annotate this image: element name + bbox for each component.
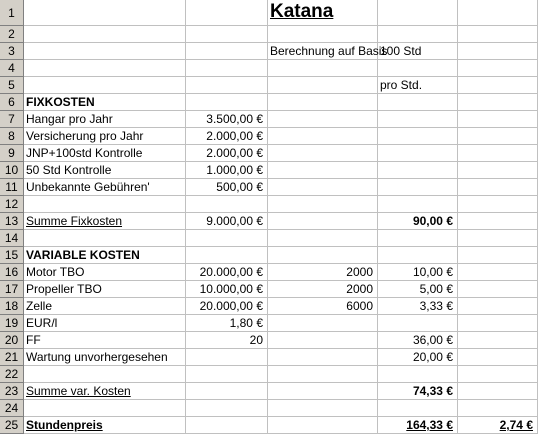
empty-cell[interactable] bbox=[186, 43, 268, 60]
var-item-per-hour[interactable]: 5,00 € bbox=[378, 281, 458, 298]
empty-cell[interactable] bbox=[458, 77, 538, 94]
empty-cell[interactable] bbox=[268, 247, 378, 264]
empty-cell[interactable] bbox=[186, 94, 268, 111]
empty-cell[interactable] bbox=[268, 213, 378, 230]
stundenpreis-value[interactable]: 164,33 € bbox=[378, 417, 458, 434]
sheet-row bbox=[0, 26, 539, 43]
empty-cell[interactable] bbox=[458, 26, 538, 43]
empty-cell[interactable] bbox=[268, 162, 378, 179]
var-item-label[interactable]: EUR/l bbox=[24, 315, 186, 332]
empty-cell[interactable] bbox=[458, 315, 538, 332]
empty-cell[interactable] bbox=[186, 196, 268, 213]
empty-cell[interactable] bbox=[378, 179, 458, 196]
empty-cell[interactable] bbox=[378, 111, 458, 128]
empty-cell[interactable] bbox=[186, 366, 268, 383]
sheet-row bbox=[0, 94, 539, 111]
sheet-row bbox=[0, 111, 539, 128]
sheet-row bbox=[0, 77, 539, 94]
empty-cell[interactable] bbox=[268, 383, 378, 400]
empty-cell[interactable] bbox=[186, 230, 268, 247]
empty-cell[interactable] bbox=[458, 247, 538, 264]
var-item-label[interactable]: Wartung unvorhergesehen bbox=[24, 349, 186, 366]
empty-cell[interactable] bbox=[458, 111, 538, 128]
fix-item-label[interactable]: 50 Std Kontrolle bbox=[24, 162, 186, 179]
row-header[interactable]: 21 bbox=[0, 349, 24, 366]
empty-cell[interactable] bbox=[458, 230, 538, 247]
sheet-row bbox=[0, 264, 539, 281]
fix-item-value[interactable]: 500,00 € bbox=[186, 179, 268, 196]
sheet-row bbox=[0, 400, 539, 417]
fix-sum-label[interactable]: Summe Fixkosten bbox=[24, 213, 186, 230]
empty-cell[interactable] bbox=[458, 281, 538, 298]
empty-cell[interactable] bbox=[458, 298, 538, 315]
var-item-per-hour[interactable]: 36,00 € bbox=[378, 332, 458, 349]
empty-cell[interactable] bbox=[268, 196, 378, 213]
empty-cell[interactable] bbox=[378, 162, 458, 179]
empty-cell[interactable] bbox=[24, 26, 186, 43]
empty-cell[interactable] bbox=[268, 179, 378, 196]
row-header[interactable]: 17 bbox=[0, 281, 24, 298]
var-item-label[interactable]: Motor TBO bbox=[24, 264, 186, 281]
empty-cell[interactable] bbox=[378, 366, 458, 383]
empty-cell[interactable] bbox=[24, 400, 186, 417]
sheet-row bbox=[0, 128, 539, 145]
empty-cell[interactable] bbox=[378, 60, 458, 77]
empty-cell[interactable] bbox=[458, 179, 538, 196]
empty-cell[interactable] bbox=[458, 383, 538, 400]
var-item-hours[interactable]: 6000 bbox=[268, 298, 378, 315]
var-item-label[interactable]: Propeller TBO bbox=[24, 281, 186, 298]
sheet-row bbox=[0, 145, 539, 162]
row-header[interactable]: 15 bbox=[0, 247, 24, 264]
row-header[interactable]: 25 bbox=[0, 417, 24, 434]
empty-cell[interactable] bbox=[24, 0, 186, 26]
var-item-label[interactable]: Zelle bbox=[24, 298, 186, 315]
var-item-value[interactable]: 20 bbox=[186, 332, 268, 349]
empty-cell[interactable] bbox=[24, 43, 186, 60]
empty-cell[interactable] bbox=[378, 196, 458, 213]
empty-cell[interactable] bbox=[24, 366, 186, 383]
empty-cell[interactable] bbox=[378, 230, 458, 247]
stundenpreis-label[interactable]: Stundenpreis bbox=[24, 417, 186, 434]
basis-value[interactable]: 100 Std bbox=[378, 43, 458, 60]
var-sum-label[interactable]: Summe var. Kosten bbox=[24, 383, 186, 400]
empty-cell[interactable] bbox=[186, 383, 268, 400]
empty-cell[interactable] bbox=[186, 400, 268, 417]
empty-cell[interactable] bbox=[378, 315, 458, 332]
empty-cell[interactable] bbox=[268, 60, 378, 77]
fixkosten-header[interactable]: FIXKOSTEN bbox=[24, 94, 186, 111]
row-header[interactable]: 14 bbox=[0, 230, 24, 247]
row-header[interactable]: 22 bbox=[0, 366, 24, 383]
fix-item-value[interactable]: 1.000,00 € bbox=[186, 162, 268, 179]
sheet-row bbox=[0, 281, 539, 298]
empty-cell[interactable] bbox=[268, 111, 378, 128]
empty-cell[interactable] bbox=[268, 145, 378, 162]
empty-cell[interactable] bbox=[378, 400, 458, 417]
row-header[interactable]: 6 bbox=[0, 94, 24, 111]
var-item-label[interactable]: FF bbox=[24, 332, 186, 349]
sheet-row bbox=[0, 298, 539, 315]
sheet-row bbox=[0, 417, 539, 434]
empty-cell[interactable] bbox=[378, 145, 458, 162]
empty-cell[interactable] bbox=[458, 0, 538, 26]
sheet-row bbox=[0, 332, 539, 349]
basis-label[interactable]: Berechnung auf Basis bbox=[270, 44, 388, 58]
fix-item-value[interactable]: 2.000,00 € bbox=[186, 145, 268, 162]
empty-cell[interactable] bbox=[268, 332, 378, 349]
fix-sum-per-hour[interactable]: 90,00 € bbox=[378, 213, 458, 230]
empty-cell[interactable] bbox=[458, 162, 538, 179]
sheet-row bbox=[0, 230, 539, 247]
empty-cell[interactable] bbox=[378, 0, 458, 26]
empty-cell[interactable] bbox=[458, 43, 538, 60]
row-header[interactable]: 13 bbox=[0, 213, 24, 230]
sheet-row bbox=[0, 162, 539, 179]
empty-cell[interactable] bbox=[268, 128, 378, 145]
empty-cell[interactable] bbox=[458, 332, 538, 349]
empty-cell[interactable] bbox=[268, 26, 378, 43]
row-header[interactable]: 1 bbox=[0, 0, 24, 26]
var-item-per-hour[interactable]: 3,33 € bbox=[378, 298, 458, 315]
sheet-row bbox=[0, 366, 539, 383]
row-header[interactable]: 3 bbox=[0, 43, 24, 60]
row-header[interactable]: 18 bbox=[0, 298, 24, 315]
empty-cell[interactable] bbox=[458, 145, 538, 162]
empty-cell[interactable] bbox=[268, 230, 378, 247]
empty-cell[interactable] bbox=[24, 77, 186, 94]
empty-cell[interactable] bbox=[378, 94, 458, 111]
empty-cell[interactable] bbox=[186, 0, 268, 26]
empty-cell[interactable] bbox=[378, 128, 458, 145]
empty-cell[interactable] bbox=[458, 264, 538, 281]
empty-cell[interactable] bbox=[378, 26, 458, 43]
row-header[interactable]: 11 bbox=[0, 179, 24, 196]
sheet-title[interactable]: Katana bbox=[268, 0, 378, 26]
var-item-hours[interactable]: 2000 bbox=[268, 281, 378, 298]
fix-item-label[interactable]: Versicherung pro Jahr bbox=[24, 128, 186, 145]
empty-cell[interactable] bbox=[458, 128, 538, 145]
empty-cell[interactable] bbox=[378, 247, 458, 264]
fix-item-label[interactable]: Unbekannte Gebühren' bbox=[24, 179, 186, 196]
empty-cell[interactable] bbox=[268, 366, 378, 383]
stundenpreis-extra[interactable]: 2,74 € bbox=[458, 417, 538, 434]
row-header[interactable]: 10 bbox=[0, 162, 24, 179]
empty-cell[interactable] bbox=[186, 417, 268, 434]
sheet-row bbox=[0, 213, 539, 230]
sheet-row bbox=[0, 0, 539, 26]
empty-cell[interactable] bbox=[458, 213, 538, 230]
fix-sum-value[interactable]: 9.000,00 € bbox=[186, 213, 268, 230]
empty-cell[interactable] bbox=[268, 77, 378, 94]
sheet-row bbox=[0, 349, 539, 366]
empty-cell[interactable] bbox=[186, 77, 268, 94]
row-header[interactable]: 9 bbox=[0, 145, 24, 162]
sheet-row bbox=[0, 315, 539, 332]
var-item-hours[interactable]: 2000 bbox=[268, 264, 378, 281]
empty-cell[interactable] bbox=[186, 247, 268, 264]
var-item-per-hour[interactable]: 20,00 € bbox=[378, 349, 458, 366]
row-header[interactable]: 19 bbox=[0, 315, 24, 332]
var-item-value[interactable]: 20.000,00 € bbox=[186, 264, 268, 281]
fix-item-label[interactable]: JNP+100std Kontrolle bbox=[24, 145, 186, 162]
row-header[interactable]: 12 bbox=[0, 196, 24, 213]
empty-cell[interactable] bbox=[186, 349, 268, 366]
var-item-per-hour[interactable]: 10,00 € bbox=[378, 264, 458, 281]
empty-cell[interactable] bbox=[268, 349, 378, 366]
sheet-row bbox=[0, 383, 539, 400]
empty-cell[interactable] bbox=[24, 230, 186, 247]
row-header[interactable]: 8 bbox=[0, 128, 24, 145]
empty-cell[interactable] bbox=[458, 60, 538, 77]
fix-item-value[interactable]: 3.500,00 € bbox=[186, 111, 268, 128]
sheet-row bbox=[0, 179, 539, 196]
empty-cell[interactable] bbox=[458, 349, 538, 366]
empty-cell[interactable] bbox=[268, 94, 378, 111]
empty-cell[interactable] bbox=[268, 417, 378, 434]
empty-cell[interactable] bbox=[458, 94, 538, 111]
empty-cell[interactable] bbox=[24, 196, 186, 213]
row-header[interactable]: 2 bbox=[0, 26, 24, 43]
empty-cell[interactable] bbox=[458, 400, 538, 417]
empty-cell[interactable] bbox=[186, 60, 268, 77]
row-header[interactable]: 24 bbox=[0, 400, 24, 417]
row-header[interactable]: 16 bbox=[0, 264, 24, 281]
var-item-value[interactable]: 20.000,00 € bbox=[186, 298, 268, 315]
row-header[interactable]: 4 bbox=[0, 60, 24, 77]
row-header[interactable]: 23 bbox=[0, 383, 24, 400]
row-header[interactable]: 5 bbox=[0, 77, 24, 94]
fix-item-value[interactable]: 2.000,00 € bbox=[186, 128, 268, 145]
row-header[interactable]: 20 bbox=[0, 332, 24, 349]
empty-cell[interactable] bbox=[458, 196, 538, 213]
var-item-value[interactable]: 1,80 € bbox=[186, 315, 268, 332]
sheet-row bbox=[0, 43, 539, 60]
sheet-row bbox=[0, 60, 539, 77]
empty-cell[interactable] bbox=[268, 400, 378, 417]
empty-cell[interactable] bbox=[186, 26, 268, 43]
row-header[interactable]: 7 bbox=[0, 111, 24, 128]
per-hour-label[interactable]: pro Std. bbox=[378, 77, 458, 94]
empty-cell[interactable] bbox=[268, 315, 378, 332]
variable-header[interactable]: VARIABLE KOSTEN bbox=[24, 247, 186, 264]
var-item-value[interactable]: 10.000,00 € bbox=[186, 281, 268, 298]
empty-cell[interactable] bbox=[24, 60, 186, 77]
fix-item-label[interactable]: Hangar pro Jahr bbox=[24, 111, 186, 128]
empty-cell[interactable] bbox=[458, 366, 538, 383]
var-sum-per-hour[interactable]: 74,33 € bbox=[378, 383, 458, 400]
sheet-row bbox=[0, 196, 539, 213]
sheet-row bbox=[0, 247, 539, 264]
